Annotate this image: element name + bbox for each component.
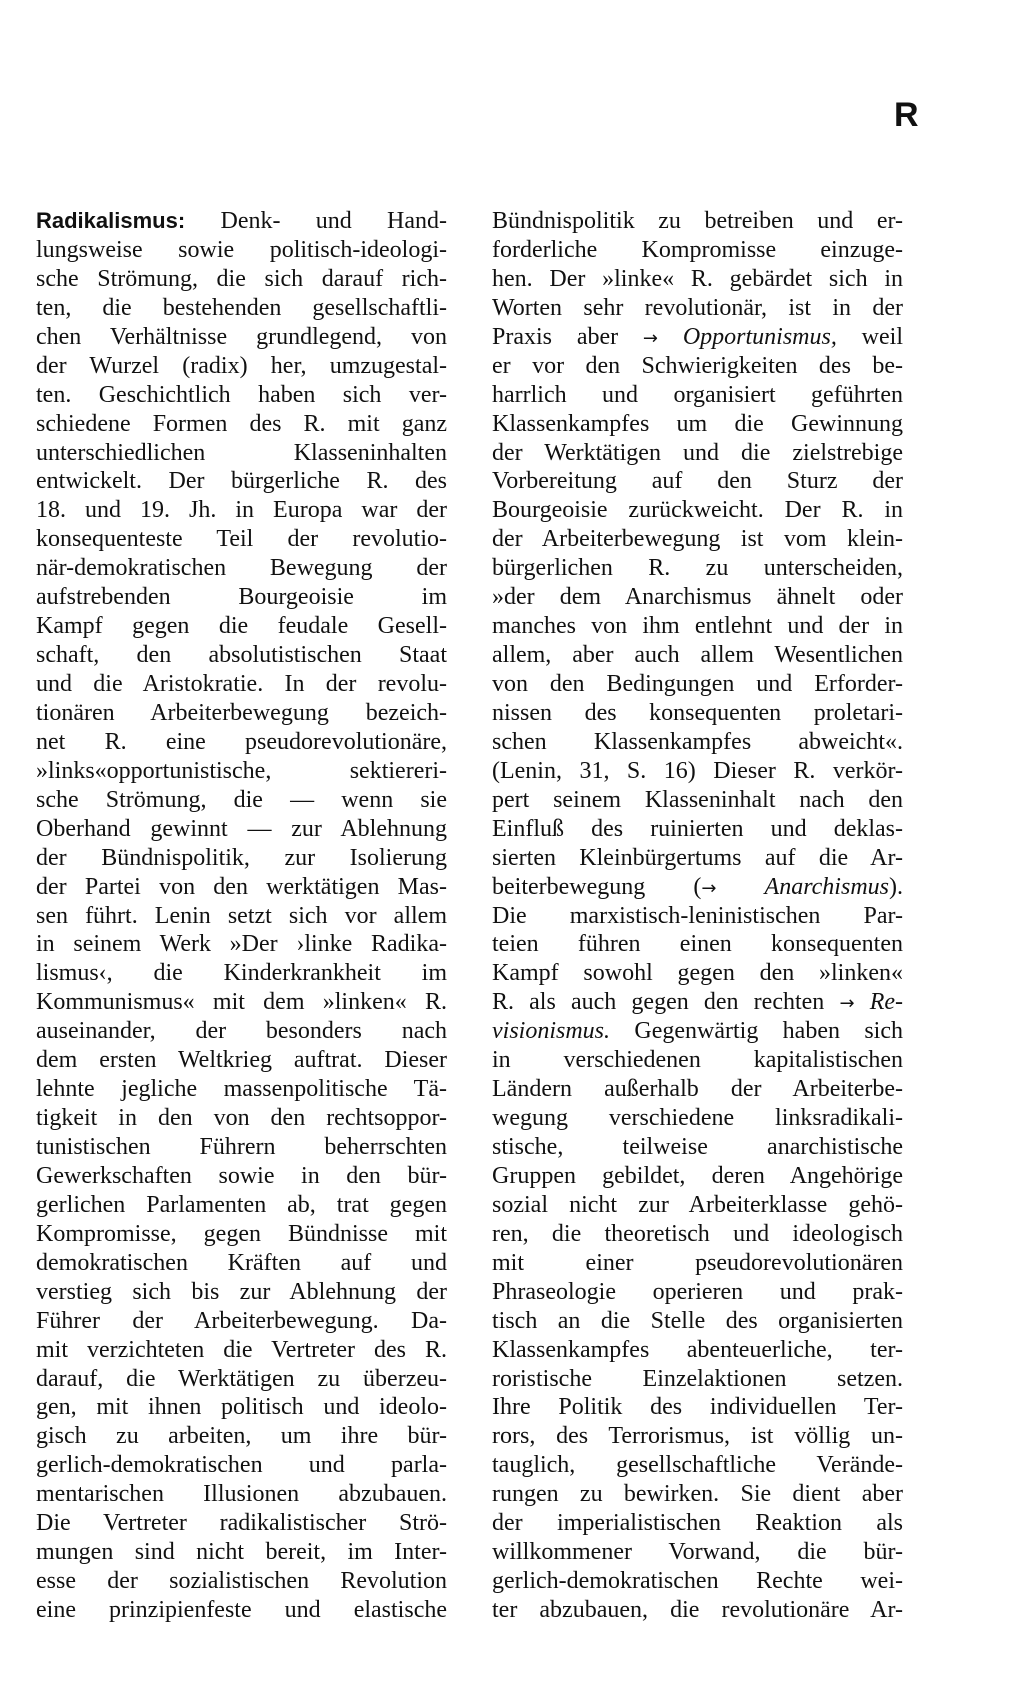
text-fragment: ). [889,873,903,900]
text-line: unterschiedlichen Klasseninhalten [36,439,447,466]
text-line: Worten sehr revolutionär, ist in der [492,294,903,321]
text-line: manches von ihm entlehnt und der in [492,613,903,640]
text-line: und die Aristokratie. In der revolu- [36,671,447,697]
left-column [36,207,447,1625]
text-line: der Bündnispolitik, zur Isolierung [36,844,447,871]
text-line: nissen des konsequenten proletari- [492,699,903,726]
text-fragment: Praxis aber [492,323,643,350]
text-line: Bündnispolitik zu betreiben und er- [492,208,903,234]
text-line: Führer der Arbeiterbewegung. Da- [36,1307,447,1334]
text-line: roristische Einzelaktionen setzen. [492,1365,903,1392]
text-line: esse der sozialistischen Revolution [36,1568,447,1595]
text-line: gerlichen Parlamenten ab, trat gegen [36,1191,447,1218]
text-line: der Wurzel (radix) her, umzugestal- [36,352,447,379]
arrow-icon: → [642,327,659,349]
text-line: sierten Kleinbürgertums auf die Ar- [492,844,903,871]
text-line: hen. Der »linke« R. gebärdet sich in [492,265,903,292]
arrow-icon: → [701,877,717,899]
text-line: entwickelt. Der bürgerliche R. des [36,468,447,495]
text-line: sche Strömung, die — wenn sie [36,786,447,813]
text-line: tunistischen Führern beherrschten [36,1134,447,1160]
text-line: Die marxistisch-leninistischen Par- [492,902,903,929]
text-line: mentarischen Illusionen abzubauen. [36,1481,447,1508]
text-line: schaft, den absolutistischen Staat [36,642,447,669]
text-line [492,873,903,902]
text-fragment [855,989,870,1015]
text-line: er vor den Schwierigkeiten des be- [492,352,903,379]
text-fragment: Gegenwärtig haben sich [610,1018,903,1045]
text-line: rungen zu bewirken. Sie dient aber [492,1481,903,1508]
text-line: »der dem Anarchismus ähnelt oder [492,584,903,611]
text-line: (Lenin, 31, S. 16) Dieser R. verkör- [492,757,903,784]
section-letter: R [894,96,919,134]
text-line: eine prinzipienfeste und elastische [36,1597,447,1623]
text-line: tigkeit in den von den rechtsoppor- [36,1105,447,1132]
text-line: Kompromisse, gegen Bündnisse mit [36,1220,447,1247]
cross-reference: Re- [869,989,903,1016]
text-fragment: Denk- und Hand- [220,208,447,234]
text-line: Ländern außerhalb der Arbeiterbe- [492,1076,903,1103]
text-line: allem, aber auch allem Wesentlichen [492,642,903,669]
text-line: gerlich-demokratischen Rechte wei- [492,1568,903,1595]
text-line: tionären Arbeiterbewegung bezeich- [36,699,447,726]
text-line: forderliche Kompromisse einzuge- [492,236,903,263]
text-fragment [716,874,764,900]
text-line: ten. Geschichtlich haben sich ver- [36,381,447,408]
text-line: net R. eine pseudorevolutionäre, [36,728,447,755]
text-line: Kommunismus« mit dem »linken« R. [36,989,447,1016]
text-line: teien führen einen konsequenten [492,931,903,958]
text-line: gen, mit ihnen politisch und ideolo- [36,1394,447,1421]
text-line: dem ersten Weltkrieg auftrat. Dieser [36,1047,447,1074]
text-line: Bourgeoisie zurückweicht. Der R. in [492,497,903,524]
text-line: tauglich, gesellschaftliche Verände- [492,1452,903,1479]
text-line: Klassenkampfes abenteuerliche, ter- [492,1336,903,1363]
text-line: rors, des Terrorismus, ist völlig un- [492,1423,903,1450]
text-line: in verschiedenen kapitalistischen [492,1047,903,1074]
text-line: Kampf sowohl gegen den »linken« [492,960,903,987]
text-line: der Arbeiterbewegung ist vom klein- [492,526,903,553]
text-line: gerlich-demokratischen und parla- [36,1452,447,1479]
text-line: ter abzubauen, die revolutionäre Ar- [492,1597,903,1623]
text-line [492,1017,903,1046]
entry-term: Radikalismus: [36,208,221,233]
text-line: Phraseologie operieren und prak- [492,1278,903,1305]
text-line: der Werktätigen und die zielstrebige [492,439,903,466]
text-line: demokratischen Kräften auf und [36,1249,447,1276]
text-line: 18. und 19. Jh. in Europa war der [36,497,447,524]
text-line: »links«opportunistische, sektiereri- [36,757,447,784]
text-line: der imperialistischen Reaktion als [492,1510,903,1537]
text-line: ten, die bestehenden gesellschaftli- [36,294,447,321]
text-line: Klassenkampfes um die Gewinnung [492,410,903,437]
text-line: schiedene Formen des R. mit ganz [36,410,447,437]
text-line: chen Verhältnisse grundlegend, von [36,323,447,350]
text-line [36,207,447,236]
text-line: sozial nicht zur Arbeiterklasse gehö- [492,1191,903,1218]
text-line [492,988,903,1017]
text-line: lungsweise sowie politisch-ideologi- [36,236,447,263]
right-column [492,207,903,1625]
text-line: willkommener Vorwand, die bür- [492,1539,903,1566]
text-line: Oberhand gewinnt — zur Ablehnung [36,815,447,842]
text-line: Gruppen gebildet, deren Angehörige [492,1162,903,1189]
text-line: aufstrebenden Bourgeoisie im [36,584,447,611]
text-line: pert seinem Klasseninhalt nach den [492,786,903,813]
text-line: mungen sind nicht bereit, im Inter- [36,1539,447,1566]
text-line: darauf, die Werktätigen zu überzeu- [36,1365,447,1392]
text-line: när-demokratischen Bewegung der [36,555,447,582]
text-line: von den Bedingungen und Erforder- [492,671,903,697]
arrow-icon: → [839,993,855,1015]
text-line: Ihre Politik des individuellen Ter- [492,1394,903,1421]
text-line: mit einer pseudorevolutionären [492,1249,903,1276]
text-line: wegung verschiedene linksradikali- [492,1105,903,1132]
text-line: mit verzichteten die Vertreter des R. [36,1336,447,1363]
cross-reference: Opportunismus, [682,323,837,350]
cross-reference: visionismus. [492,1018,611,1045]
text-line: Gewerkschaften sowie in den bür- [36,1162,447,1189]
text-line [492,323,903,352]
text-line: lehnte jegliche massenpolitische Tä- [36,1076,447,1103]
text-fragment: weil [836,323,903,350]
text-line: harrlich und organisiert geführten [492,381,903,408]
text-line: Die Vertreter radikalistischer Strö- [36,1510,447,1537]
text-line: auseinander, der besonders nach [36,1018,447,1045]
cross-reference: Anarchismus [764,873,889,900]
text-line: ren, die theoretisch und ideologisch [492,1220,903,1247]
text-line: der Partei von den werktätigen Mas- [36,873,447,900]
text-line: tisch an die Stelle des organisierten [492,1307,903,1334]
text-line: Vorbereitung auf den Sturz der [492,468,903,495]
text-line: konsequenteste Teil der revolutio- [36,526,447,553]
text-line: bürgerlichen R. zu unterscheiden, [492,555,903,582]
text-fragment: beiterbewegung ( [492,873,702,900]
text-line: stische, teilweise anarchistische [492,1134,903,1160]
text-line: in seinem Werk »Der ›linke Radika- [36,931,447,958]
text-line: sen führt. Lenin setzt sich vor allem [36,902,447,929]
text-line: Einfluß des ruinierten und deklas- [492,815,903,842]
text-fragment [658,324,683,350]
text-line: verstieg sich bis zur Ablehnung der [36,1278,447,1305]
text-line: Kampf gegen die feudale Gesell- [36,613,447,640]
text-line: lismus‹, die Kinderkrankheit im [36,960,447,987]
text-line: schen Klassenkampfes abweicht«. [492,728,903,755]
text-line: gisch zu arbeiten, um ihre bür- [36,1423,447,1450]
text-line: sche Strömung, die sich darauf rich- [36,265,447,292]
text-fragment: R. als auch gegen den rechten [492,989,840,1016]
